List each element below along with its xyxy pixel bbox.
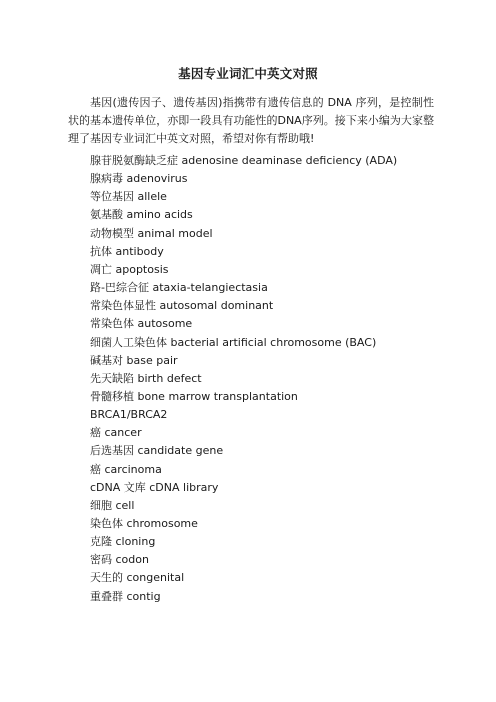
glossary-term: 动物模型 animal model [90,226,213,240]
glossary-term: 氨基酸 amino acids [90,208,193,222]
glossary-term: 细胞 cell [90,498,135,512]
glossary-term: 常染色体 autosome [90,317,193,331]
glossary-term: 碱基对 base pair [90,353,178,367]
glossary-term: 天生的 congenital [90,571,185,585]
glossary-term: 凋亡 apoptosis [90,262,169,276]
glossary-term: 后选基因 candidate gene [90,444,224,458]
glossary-term: BRCA1/BRCA2 [90,408,168,422]
glossary-term: 密码 codon [90,553,149,567]
glossary-term: 细菌人工染色体 bacterial artificial chromosome (BAC) [90,335,377,349]
glossary-term: 腺病毒 adenovirus [90,172,188,186]
glossary-term: 染色体 chromosome [90,517,198,530]
glossary-term: 等位基因 allele [90,190,167,204]
glossary-term: 先天缺陷 birth defect [90,371,202,385]
document-title: 基因专业词汇中英文对照 [178,66,318,81]
glossary-term: 腺苷脱氨酶缺乏症 adenosine deaminase deficiency (ADA) [90,154,398,167]
glossary-term: 抗体 antibody [90,244,164,258]
glossary-term: 路-巴综合征 ataxia-telangiectasia [90,281,268,295]
glossary-term: 重叠群 contig [90,589,161,603]
glossary-term: 癌 carcinoma [90,462,162,476]
intro-paragraph: 基因(遗传因子、遗传基因)指携带有遗传信息的 DNA 序列，是控制性状的基本遗传单位，亦即一段具有功能性的DNA序列。接下来小编为大家整理了基因专业词汇中英文对照，希望对你有帮助哦! [68,96,434,145]
glossary-term: 癌 cancer [90,426,142,440]
glossary-term: 克隆 cloning [90,535,156,549]
glossary-term: cDNA 文库 cDNA library [90,480,219,494]
glossary-term: 骨髓移植 bone marrow transplantation [90,389,298,403]
glossary-term: 常染色体显性 autosomal dominant [90,299,274,313]
